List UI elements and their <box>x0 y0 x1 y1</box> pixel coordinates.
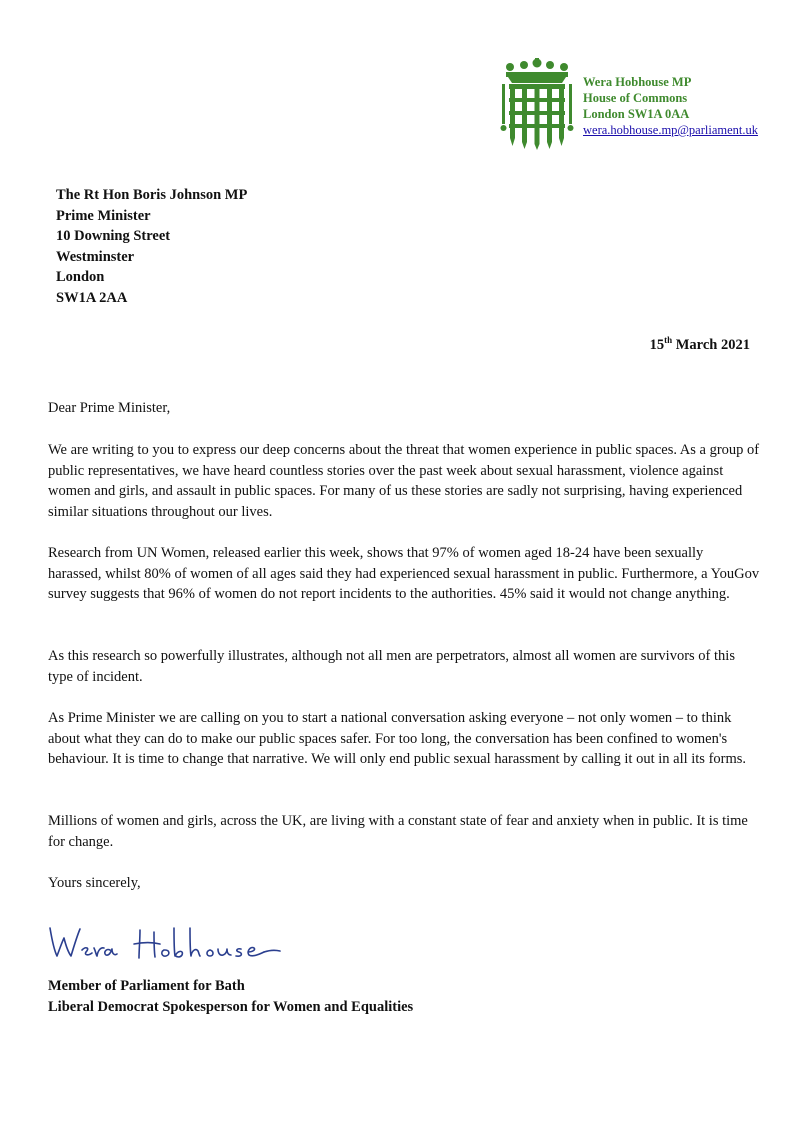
recipient-area: Westminster <box>56 248 135 265</box>
recipient-address <box>56 185 247 308</box>
letter-date <box>650 337 750 354</box>
paragraph-text: As Prime Minister we are calling on you to start a national conversation asking everyone – not only women – to think about what they can do to make our public spaces safer. For too long, the conversation has been confined to women's behaviour. It is time to change that narrative. We will only end public sexual harassment by calling it out in all its forms. <box>48 710 747 767</box>
sender-name: Wera Hobhouse MP <box>583 75 692 89</box>
sender-email-link[interactable]: wera.hobhouse.mp@parliament.uk <box>583 123 759 137</box>
signoff-role-1: Member of Parliament for Bath <box>48 978 245 994</box>
sender-details <box>583 74 758 138</box>
body-paragraph <box>48 708 760 770</box>
closing-text: Yours sincerely, <box>48 875 141 891</box>
paragraph-text: Millions of women and girls, across the UK, are living with a constant state of fear and anxiety when in public. It is time for change. <box>48 813 748 850</box>
signoff-role-2: Liberal Democrat Spokesperson for Women and Equalities <box>48 999 414 1015</box>
paragraph-text: We are writing to you to express our deep concerns about the threat that women experience in public spaces. As a group of public representatives, we have heard countless stories over the past week about sexual harassment, violence against women and girls, and assault in public spaces. For many of us these stories are sadly not surprising, having experienced similar situations throughout our lives. <box>48 442 760 520</box>
salutation <box>48 398 760 419</box>
date-day: 15 <box>649 337 665 353</box>
body-paragraph <box>48 811 760 852</box>
portcullis-icon <box>500 58 574 150</box>
date-month-year: March 2021 <box>672 337 750 353</box>
recipient-title: Prime Minister <box>56 207 151 224</box>
body-paragraph <box>48 543 760 605</box>
closing <box>48 873 760 894</box>
recipient-postcode: SW1A 2AA <box>56 289 128 306</box>
handwritten-signature <box>44 920 284 966</box>
recipient-city: London <box>56 269 105 285</box>
paragraph-text: As this research so powerfully illustrates, although not all men are perpetrators, almost all women are survivors of this type of incident. <box>48 648 735 685</box>
date-suffix: th <box>664 335 673 346</box>
recipient-street: 10 Downing Street <box>56 228 171 244</box>
body-paragraph <box>48 646 760 687</box>
paragraph-text: Research from UN Women, released earlier this week, shows that 97% of women aged 18-24 have been sexually harassed, whilst 80% of women of all ages said they had experienced sexual harassment in public. Furthermore, a YouGov survey suggests that 96% of women do not report incidents to the authorities. 45% said it would not change anything. <box>48 545 760 602</box>
sender-address: London SW1A 0AA <box>583 107 690 121</box>
recipient-name: The Rt Hon Boris Johnson MP <box>56 187 248 203</box>
signoff <box>48 976 413 1018</box>
salutation-text: Dear Prime Minister, <box>48 400 171 416</box>
sender-house: House of Commons <box>583 91 688 105</box>
body-paragraph <box>48 440 760 522</box>
